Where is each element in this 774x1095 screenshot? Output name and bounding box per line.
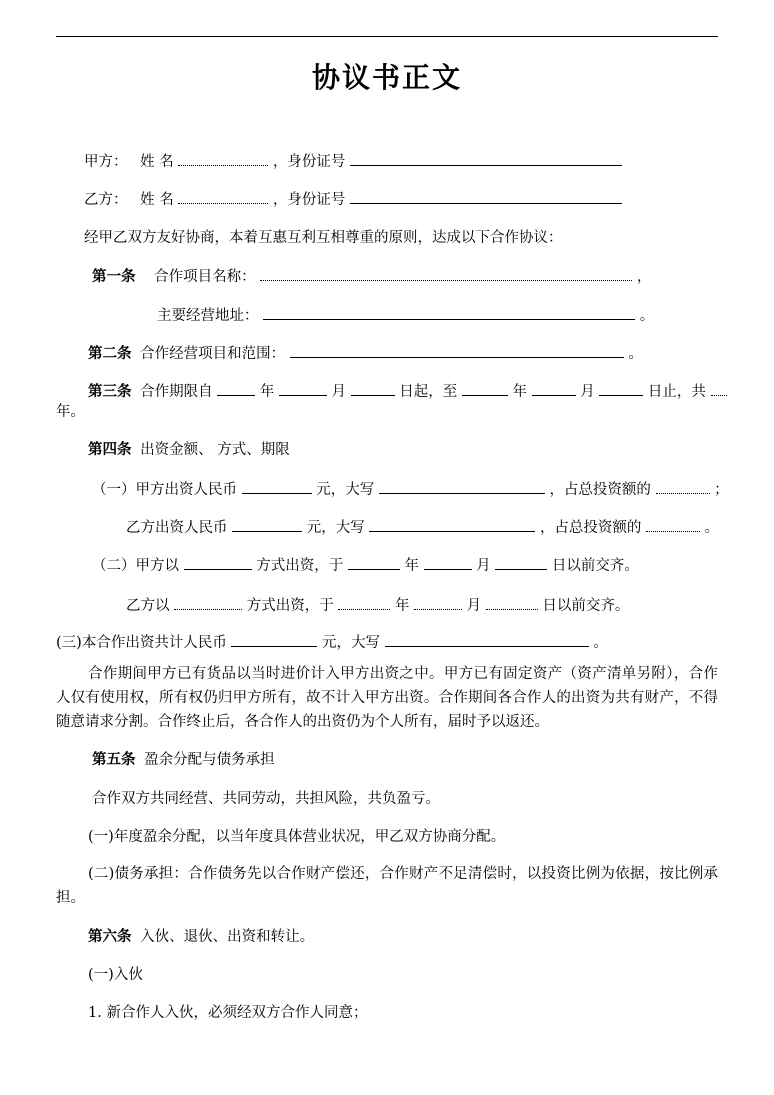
party-a-month-label: 月 xyxy=(476,558,491,574)
party-a-year-field[interactable] xyxy=(348,555,400,570)
party-b-name-field[interactable] xyxy=(178,189,268,204)
party-b-year-field[interactable] xyxy=(338,595,390,610)
end-month-label: 月 xyxy=(580,384,595,400)
article-6-line xyxy=(88,927,314,947)
total-investment-line xyxy=(56,632,608,653)
party-a-amount-field[interactable] xyxy=(242,479,312,494)
end-year-label: 年 xyxy=(512,384,527,400)
total-years-field[interactable] xyxy=(711,381,727,396)
party-a-investment-end: ； xyxy=(714,482,729,498)
party-b-name-label: 姓 名 xyxy=(140,192,174,208)
document-title: 协议书正文 xyxy=(311,61,462,94)
party-b-line xyxy=(84,189,622,210)
party-a-method-text: 方式出资，于 xyxy=(256,558,344,574)
article-5-p2: (一)年度盈余分配，以当年度具体营业状况，甲乙双方协商分配。 xyxy=(88,829,506,845)
party-b-method-label: 乙方以 xyxy=(126,598,170,614)
party-a-year-label: 年 xyxy=(404,558,419,574)
article-6-p1: (一)入伙 xyxy=(88,967,143,983)
article-3-heading: 第三条 xyxy=(88,383,132,400)
party-b-day-field[interactable] xyxy=(486,595,538,610)
end-year-field[interactable] xyxy=(462,381,508,396)
article-1-end: ， xyxy=(636,269,652,285)
end-month-field[interactable] xyxy=(532,381,576,396)
party-a-id-label: ，身份证号 xyxy=(272,154,346,170)
address-end: 。 xyxy=(639,308,655,324)
article-2-line xyxy=(88,343,643,364)
start-year-field[interactable] xyxy=(217,381,255,396)
party-a-capital-label: 元，大写 xyxy=(316,482,375,498)
start-month-label: 月 xyxy=(331,384,347,400)
party-a-ratio-field[interactable] xyxy=(656,479,710,494)
article-1-label: 合作项目名称： xyxy=(154,269,256,285)
party-b-method-line xyxy=(126,595,629,616)
party-b-investment-label: 乙方出资人民币 xyxy=(126,520,228,536)
top-rule xyxy=(56,36,718,37)
article-4-line xyxy=(88,440,290,460)
article-5-line xyxy=(92,750,275,770)
article-3-line xyxy=(88,381,727,402)
article-2-label: 合作经营项目和范围： xyxy=(140,346,286,362)
article-5-p3: (二)债务承担：合作债务先以合作财产偿还，合作财产不足清偿时，以投资比例为依据，按比例承担。 xyxy=(56,866,718,906)
party-b-capital-label: 元，大写 xyxy=(306,520,365,536)
party-a-name-label: 姓 名 xyxy=(140,154,174,170)
article-3-text: 合作期限自 xyxy=(140,384,213,400)
article-2-end: 。 xyxy=(628,346,643,362)
party-b-month-label: 月 xyxy=(466,598,482,614)
start-day-label: 日起，至 xyxy=(399,384,458,400)
party-b-investment-line xyxy=(126,517,719,538)
party-a-method-field[interactable] xyxy=(184,555,252,570)
article-5-label: 盈余分配与债务承担 xyxy=(144,752,275,768)
party-a-id-field[interactable] xyxy=(350,151,622,166)
article-2-heading: 第二条 xyxy=(88,345,132,362)
address-field[interactable] xyxy=(263,305,635,320)
party-b-year-label: 年 xyxy=(394,598,410,614)
party-a-investment-line xyxy=(92,479,729,500)
total-capital-field[interactable] xyxy=(385,632,589,647)
end-day-field[interactable] xyxy=(599,381,643,396)
party-b-investment-end: 。 xyxy=(704,520,720,536)
article-1-heading: 第一条 xyxy=(92,268,136,285)
party-b-month-field[interactable] xyxy=(414,595,462,610)
total-capital-label: 元，大写 xyxy=(322,635,381,651)
party-a-method-label: （二）甲方以 xyxy=(92,558,179,574)
party-b-ratio-field[interactable] xyxy=(646,517,700,532)
party-a-ratio-label: ，占总投资额的 xyxy=(549,482,651,498)
article-4-label: 出资金额、 方式、期限 xyxy=(140,442,290,458)
total-amount-field[interactable] xyxy=(231,632,317,647)
intro-text: 经甲乙双方友好协商，本着互惠互利互相尊重的原则，达成以下合作协议： xyxy=(84,230,563,246)
article-6-p2: 1. 新合作人入伙，必须经双方合作人同意； xyxy=(88,1005,368,1021)
project-name-field[interactable] xyxy=(260,266,632,281)
party-b-method-text: 方式出资，于 xyxy=(246,598,334,614)
total-investment-end: 。 xyxy=(593,635,608,651)
article-4-heading: 第四条 xyxy=(88,441,132,458)
business-scope-field[interactable] xyxy=(290,343,624,358)
total-investment-label: (三)本合作出资共计人民币 xyxy=(56,635,227,651)
start-year-label: 年 xyxy=(259,384,275,400)
party-b-method-field[interactable] xyxy=(174,595,242,610)
party-a-name-field[interactable] xyxy=(178,151,268,166)
party-b-capital-field[interactable] xyxy=(369,517,535,532)
end-day-label: 日止，共 xyxy=(647,384,706,400)
party-b-ratio-label: ，占总投资额的 xyxy=(539,520,642,536)
article-1-line xyxy=(92,266,651,287)
party-a-month-field[interactable] xyxy=(424,555,472,570)
article-6-heading: 第六条 xyxy=(88,928,132,945)
party-b-label: 乙方： xyxy=(84,192,128,208)
article-5-heading: 第五条 xyxy=(92,751,136,768)
article-5-p1: 合作双方共同经营、共同劳动，共担风险，共负盈亏。 xyxy=(92,791,440,807)
address-label: 主要经营地址： xyxy=(157,308,259,324)
start-day-field[interactable] xyxy=(351,381,395,396)
party-b-deadline-text: 日以前交齐。 xyxy=(542,598,630,614)
party-a-label: 甲方： xyxy=(84,154,128,170)
party-a-method-line xyxy=(92,555,639,576)
party-a-investment-label: （一）甲方出资人民币 xyxy=(92,482,237,498)
party-a-line xyxy=(84,151,622,172)
article-4-paragraph: 合作期间甲方已有货品以当时进价计入甲方出资之中。甲方已有固定资产（资产清单另附），合作人仅有使用权，所有权仍归甲方所有，故不计入甲方出资。合作期间各合作人的出资为共有财产，不得随意请求分割。合作终止后，各合作人的出资仍为个人所有，届时予以返还。 xyxy=(56,666,718,730)
party-a-deadline-text: 日以前交齐。 xyxy=(551,558,639,574)
party-a-day-field[interactable] xyxy=(495,555,547,570)
party-b-id-field[interactable] xyxy=(350,189,622,204)
article-3-tail: 年。 xyxy=(56,404,85,420)
party-b-id-label: ，身份证号 xyxy=(272,192,346,208)
party-a-capital-field[interactable] xyxy=(379,479,545,494)
party-b-amount-field[interactable] xyxy=(232,517,302,532)
article-1-address-line xyxy=(157,305,654,326)
article-6-label: 入伙、退伙、出资和转让。 xyxy=(140,929,315,945)
start-month-field[interactable] xyxy=(279,381,327,396)
